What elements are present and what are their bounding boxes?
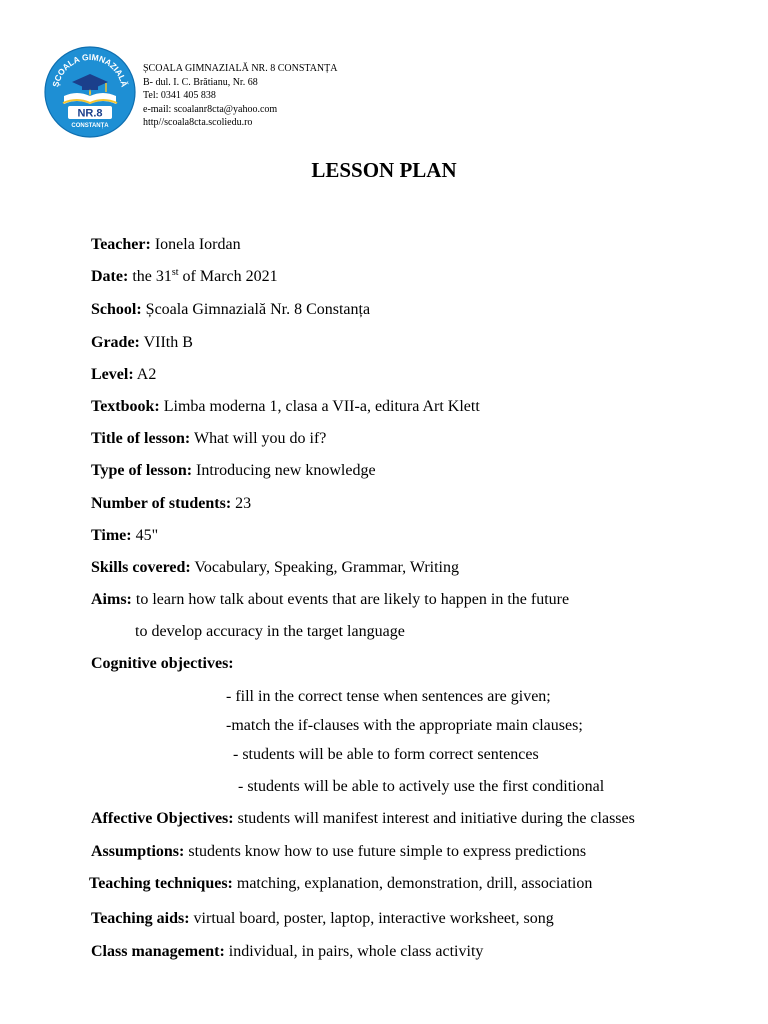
value-affective-objectives: students will manifest interest and initiative during the classes [237,810,635,827]
label-cognitive-objectives: Cognitive objectives: [91,655,234,672]
value-date-prefix: the 31 [132,268,172,285]
school-address: B- dul. I. C. Brătianu, Nr. 68 [143,76,258,88]
value-teaching-aids: virtual board, poster, laptop, interactive worksheet, song [193,910,554,927]
field-number-of-students [91,495,251,513]
value-grade: VIIth B [143,334,193,351]
label-class-management: Class management: [91,943,225,960]
field-teaching-techniques [89,875,592,893]
value-number-of-students: 23 [235,495,252,512]
label-title-of-lesson: Title of lesson: [91,430,191,447]
field-type-of-lesson [91,462,376,480]
school-website: http//scoala8cta.scoliedu.ro [143,117,253,129]
school-logo [44,46,136,138]
label-date: Date: [91,268,129,285]
field-time [91,527,158,545]
field-teaching-aids [91,910,554,928]
field-cognitive-objectives [91,655,234,673]
field-school [91,301,370,319]
value-skills-covered: Vocabulary, Speaking, Grammar, Writing [194,559,459,576]
field-textbook [91,398,480,416]
value-aims-line2: to develop accuracy in the target language [135,623,405,640]
value-textbook: Limba moderna 1, clasa a VII-a, editura Art Klett [163,398,480,415]
school-phone: Tel: 0341 405 838 [143,90,216,102]
cognitive-objective-item: - fill in the correct tense when sentences are given; [226,688,551,705]
field-level [91,366,156,384]
label-textbook: Textbook: [91,398,160,415]
label-teacher: Teacher: [91,236,151,253]
cognitive-objective-item: -match the if-clauses with the appropriate main clauses; [226,717,583,734]
label-assumptions: Assumptions: [91,843,185,860]
value-type-of-lesson: Introducing new knowledge [196,462,376,479]
label-school: School: [91,301,142,318]
field-title-of-lesson [91,430,326,448]
label-teaching-techniques: Teaching techniques: [89,875,233,892]
field-date [91,268,278,286]
value-class-management: individual, in pairs, whole class activity [228,943,484,960]
label-affective-objectives: Affective Objectives: [91,810,234,827]
label-number-of-students: Number of students: [91,495,232,512]
school-header [143,62,337,130]
label-aims: Aims: [91,591,132,608]
cognitive-objective-item: - students will be able to actively use the first conditional [238,778,605,795]
school-name: ȘCOALA GIMNAZIALĂ NR. 8 CONSTANȚA [143,63,338,74]
label-time: Time: [91,527,132,544]
school-email: e-mail: scoalanr8cta@yahoo.com [143,103,278,115]
label-skills-covered: Skills covered: [91,559,191,576]
field-teacher [91,236,241,254]
value-date-suffix: of March 2021 [178,268,278,285]
value-teaching-techniques: matching, explanation, demonstration, drill, association [236,875,593,892]
value-teacher: Ionela Iordan [154,236,241,253]
value-date-sup: st [171,267,179,278]
value-assumptions: students know how to use future simple to express predictions [188,843,587,860]
field-affective-objectives [91,810,635,828]
cognitive-objective-item: - students will be able to form correct sentences [233,746,539,763]
field-grade [91,334,193,352]
logo-city: CONSTANȚA [71,123,109,129]
value-school: Școala Gimnazială Nr. 8 Constanța [145,301,371,318]
label-teaching-aids: Teaching aids: [91,910,190,927]
value-level: A2 [136,366,157,383]
label-grade: Grade: [91,334,140,351]
label-type-of-lesson: Type of lesson: [91,462,193,479]
logo-number: NR.8 [77,107,103,120]
field-class-management [91,943,483,961]
value-aims-line1: to learn how talk about events that are likely to happen in the future [135,591,570,608]
page-title: LESSON PLAN [311,158,457,182]
field-aims [91,591,569,609]
label-level: Level: [91,366,134,383]
value-title-of-lesson: What will you do if? [193,430,327,447]
field-assumptions [91,843,586,861]
logo-arc-text: ȘCOALA GIMNAZIALĂ [50,51,130,88]
field-skills-covered [91,559,459,577]
value-time: 45" [135,527,159,544]
